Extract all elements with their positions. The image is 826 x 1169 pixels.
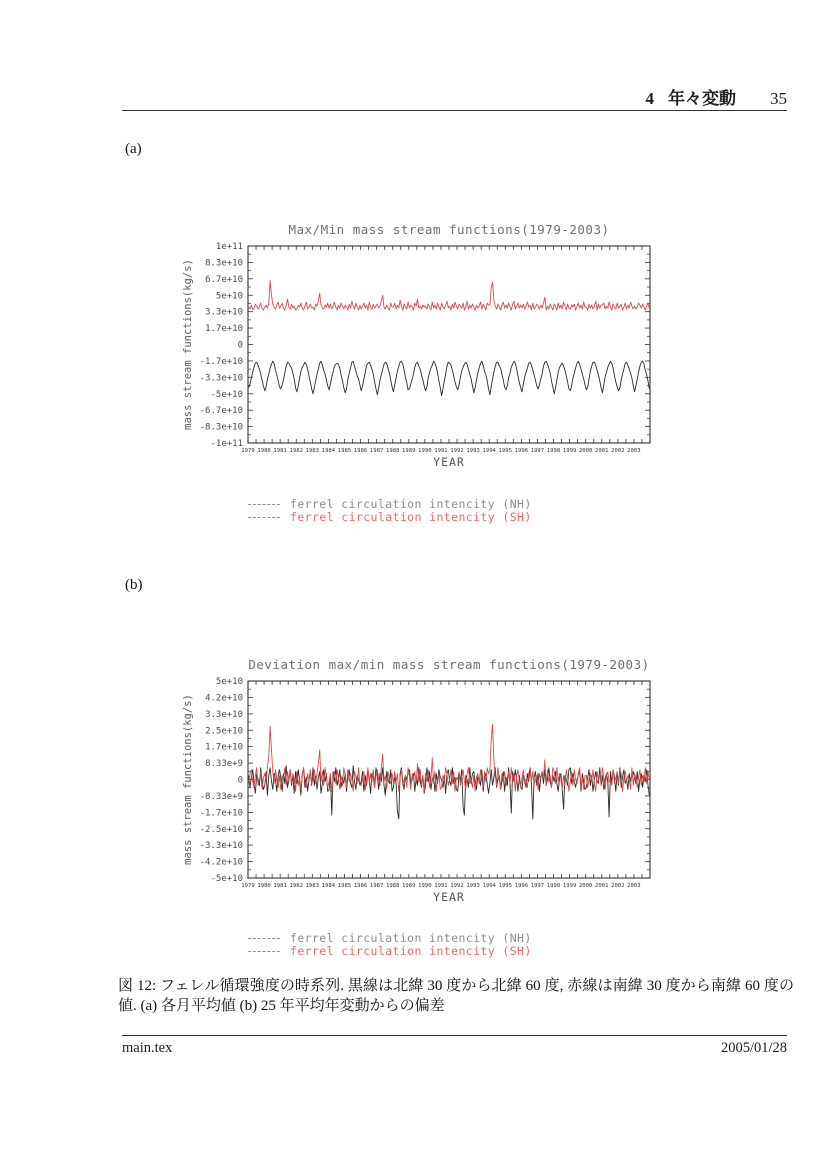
svg-text:1988: 1988 (385, 448, 400, 454)
svg-text:1997: 1997 (530, 883, 545, 889)
svg-text:Max/Min mass stream functions(: Max/Min mass stream functions(1979-2003) (288, 222, 610, 237)
svg-text:1996: 1996 (514, 883, 529, 889)
svg-text:-2.5e+10: -2.5e+10 (199, 824, 243, 835)
page-number: 35 (770, 89, 787, 108)
svg-text:1994: 1994 (482, 448, 496, 454)
svg-text:1986: 1986 (353, 883, 368, 889)
svg-text:0: 0 (237, 340, 243, 351)
svg-text:1998: 1998 (546, 448, 561, 454)
footer-date: 2005/01/28 (720, 1040, 787, 1056)
svg-text:2001: 2001 (595, 448, 609, 454)
svg-text:-1e+11: -1e+11 (210, 439, 243, 449)
chart-b-legend (248, 932, 532, 958)
svg-text:Deviation max/min mass stream: Deviation max/min mass stream functions(1979-2003) (248, 657, 650, 672)
svg-text:3.3e+10: 3.3e+10 (205, 709, 243, 720)
svg-text:1983: 1983 (305, 883, 320, 889)
header-rule (122, 110, 787, 111)
svg-text:1984: 1984 (321, 883, 336, 889)
svg-text:1986: 1986 (353, 448, 368, 454)
svg-text:6.7e+10: 6.7e+10 (205, 274, 243, 285)
svg-text:1.7e+10: 1.7e+10 (205, 742, 243, 753)
svg-text:2003: 2003 (627, 883, 641, 889)
svg-text:1982: 1982 (289, 448, 303, 454)
svg-text:-4.2e+10: -4.2e+10 (199, 857, 243, 868)
svg-text:1981: 1981 (273, 883, 287, 889)
svg-text:8.33e+9: 8.33e+9 (205, 759, 243, 770)
svg-text:YEAR: YEAR (433, 890, 465, 903)
svg-text:1981: 1981 (273, 448, 287, 454)
svg-text:2000: 2000 (578, 883, 593, 889)
svg-text:1992: 1992 (450, 883, 464, 889)
svg-text:0: 0 (237, 775, 243, 786)
svg-text:mass stream functions(kg/s): mass stream functions(kg/s) (182, 259, 194, 430)
svg-text:-6.7e+10: -6.7e+10 (199, 406, 243, 417)
svg-text:1989: 1989 (402, 883, 416, 889)
svg-text:2002: 2002 (611, 883, 625, 889)
svg-text:-8.33e+9: -8.33e+9 (199, 791, 243, 802)
svg-text:YEAR: YEAR (433, 455, 465, 468)
svg-text:1979: 1979 (241, 883, 255, 889)
svg-text:2003: 2003 (627, 448, 641, 454)
svg-text:1993: 1993 (466, 883, 480, 889)
svg-text:-1.7e+10: -1.7e+10 (199, 808, 243, 819)
legend-entry-sh (248, 945, 532, 958)
svg-text:1992: 1992 (450, 448, 464, 454)
svg-text:1e+11: 1e+11 (215, 242, 243, 252)
panel-b-label: (b) (125, 577, 143, 593)
svg-text:-8.3e+10: -8.3e+10 (199, 422, 243, 433)
svg-text:5e+10: 5e+10 (215, 677, 243, 687)
svg-text:-1.7e+10: -1.7e+10 (199, 356, 243, 367)
svg-text:1990: 1990 (418, 448, 432, 454)
svg-text:2.5e+10: 2.5e+10 (205, 726, 243, 737)
footer-rule (122, 1035, 787, 1036)
svg-text:1995: 1995 (498, 448, 513, 454)
svg-text:1999: 1999 (562, 448, 577, 454)
figure-caption: 図 12: フェレル循環強度の時系列. 黒線は北緯 30 度から北緯 60 度, 赤線は南緯 30 度から南緯 60 度の値. (a) 各月平均値 (b) 25 年平均年変動からの偏差 (118, 978, 794, 1014)
svg-text:1979: 1979 (241, 448, 255, 454)
svg-text:1988: 1988 (385, 883, 400, 889)
legend-label-nh: ferrel circulation intencity (NH) (290, 497, 532, 511)
chart-b-deviation-mass-stream-functions (178, 653, 698, 903)
svg-text:1991: 1991 (434, 883, 448, 889)
svg-text:1998: 1998 (546, 883, 561, 889)
svg-text:1991: 1991 (434, 448, 448, 454)
svg-text:1997: 1997 (530, 448, 545, 454)
svg-text:1994: 1994 (482, 883, 496, 889)
sh-dashed-line-sample (248, 951, 280, 952)
svg-text:1987: 1987 (369, 883, 384, 889)
svg-text:-3.3e+10: -3.3e+10 (199, 373, 243, 384)
svg-text:1.7e+10: 1.7e+10 (205, 324, 243, 335)
nh-dashed-line-sample (248, 938, 280, 939)
legend-label-sh: ferrel circulation intencity (SH) (290, 510, 532, 524)
page-footer (122, 1040, 787, 1057)
svg-text:-5e+10: -5e+10 (210, 389, 243, 400)
svg-text:1989: 1989 (402, 448, 416, 454)
svg-text:1995: 1995 (498, 883, 513, 889)
svg-text:2001: 2001 (595, 883, 609, 889)
svg-text:1980: 1980 (257, 883, 271, 889)
legend-entry-sh (248, 511, 532, 524)
svg-text:-5e+10: -5e+10 (210, 874, 243, 884)
svg-text:8.3e+10: 8.3e+10 (205, 258, 243, 269)
nh-dashed-line-sample (248, 504, 280, 505)
svg-text:1983: 1983 (305, 448, 320, 454)
svg-text:1987: 1987 (369, 448, 384, 454)
legend-label-sh: ferrel circulation intencity (SH) (290, 944, 532, 958)
svg-text:1993: 1993 (466, 448, 480, 454)
svg-text:2002: 2002 (611, 448, 625, 454)
chart-a-legend (248, 498, 532, 524)
chart-a-max-min-mass-stream-functions (178, 218, 698, 468)
footer-filename: main.tex (122, 1040, 173, 1056)
svg-text:1990: 1990 (418, 883, 432, 889)
section-number: 4 (645, 89, 654, 108)
svg-text:1985: 1985 (337, 883, 352, 889)
svg-text:1985: 1985 (337, 448, 352, 454)
svg-text:4.2e+10: 4.2e+10 (205, 693, 243, 704)
legend-label-nh: ferrel circulation intencity (NH) (290, 931, 532, 945)
svg-text:1996: 1996 (514, 448, 529, 454)
sh-dashed-line-sample (248, 517, 280, 518)
svg-text:1980: 1980 (257, 448, 271, 454)
svg-text:-3.3e+10: -3.3e+10 (199, 841, 243, 852)
svg-text:1984: 1984 (321, 448, 336, 454)
svg-text:5e+10: 5e+10 (215, 291, 243, 302)
svg-text:3.3e+10: 3.3e+10 (205, 307, 243, 318)
panel-a-label: (a) (125, 141, 142, 157)
svg-text:1982: 1982 (289, 883, 303, 889)
svg-text:mass stream functions(kg/s): mass stream functions(kg/s) (182, 694, 194, 865)
svg-text:1999: 1999 (562, 883, 577, 889)
section-title: 年々変動 (668, 89, 736, 108)
svg-text:2000: 2000 (578, 448, 593, 454)
page-header (122, 84, 787, 109)
